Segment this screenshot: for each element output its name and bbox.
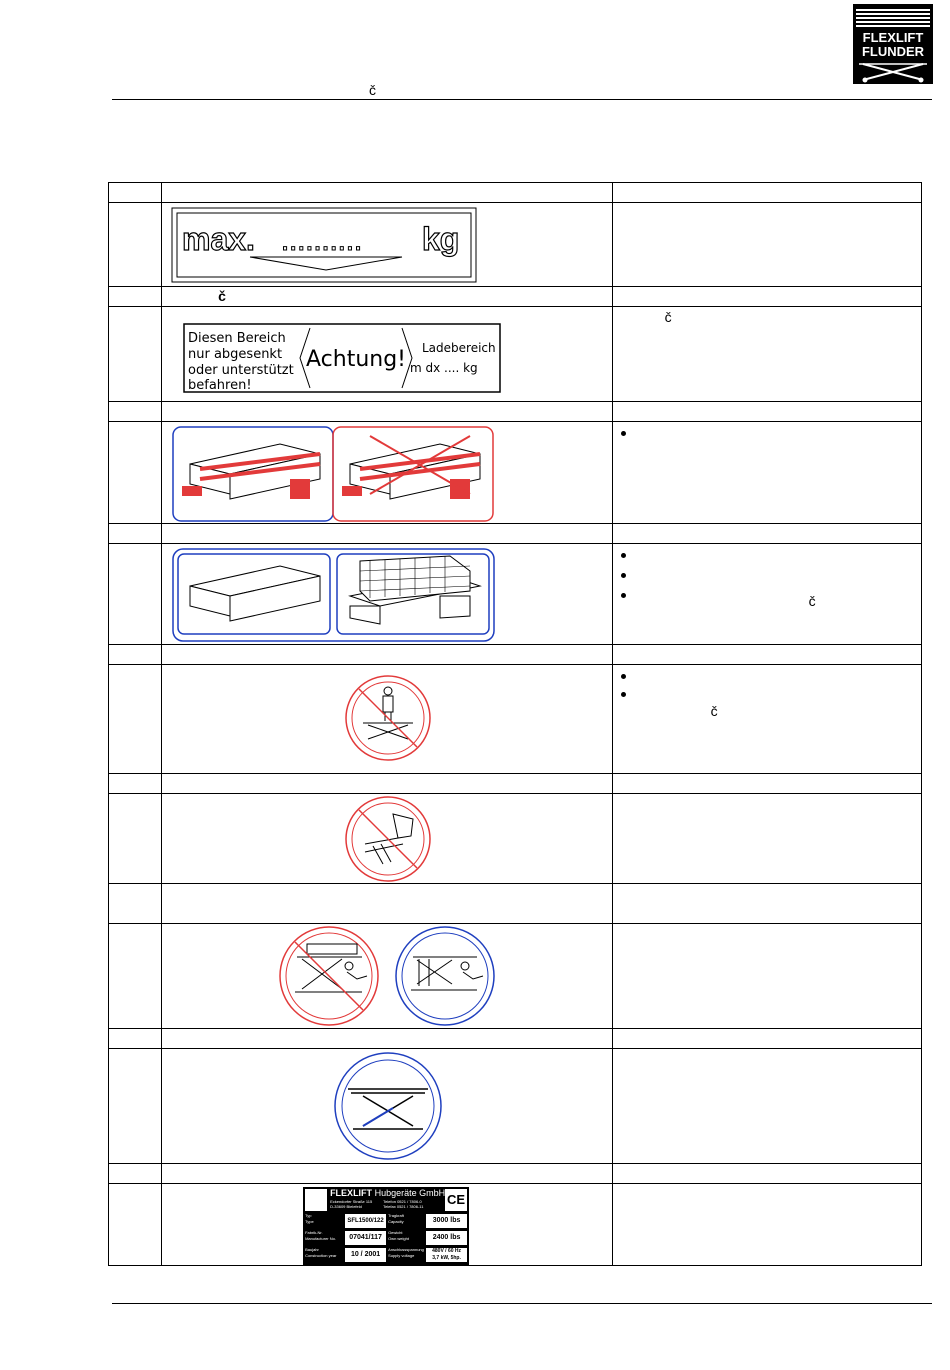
row-char: č	[808, 593, 816, 609]
bullet-icon	[621, 692, 626, 697]
lift-mandatory-pictogram	[333, 1051, 443, 1161]
header-rule	[112, 99, 932, 100]
footer-rule	[112, 1303, 932, 1304]
no-riding-prohibition-icon	[343, 673, 433, 763]
bullet-icon	[621, 431, 626, 436]
table-row	[109, 422, 922, 524]
flexlift-flunder-logo	[853, 4, 933, 84]
plate-label: Manufacturer No.	[305, 1236, 336, 1241]
achtung-r2: m dx .... kg	[410, 361, 478, 375]
table-row	[109, 544, 922, 645]
plate-label: Baujahr	[305, 1247, 319, 1252]
table-row	[109, 884, 922, 924]
logo-line2: FLUNDER	[861, 44, 925, 59]
achtung-l4: befahren!	[188, 378, 252, 393]
table-row	[109, 1049, 922, 1164]
max-label: max.	[182, 221, 255, 257]
row-char: č	[710, 703, 718, 719]
table-row	[109, 1164, 922, 1184]
table-row	[109, 203, 922, 287]
plate-value: 480V / 60 Hz	[432, 1248, 462, 1254]
logo-stripes	[856, 7, 930, 29]
plate-value: 10 / 2001	[345, 1248, 386, 1262]
header-char: č	[369, 82, 376, 98]
table-row	[109, 1184, 922, 1266]
achtung-l2: nur abgesenkt	[188, 347, 283, 362]
table-row	[109, 1029, 922, 1049]
no-reaching-prohibition-icon	[343, 794, 433, 884]
achtung-l3: oder unterstützt	[188, 363, 294, 378]
plate-label: Own weight	[388, 1236, 409, 1241]
table-row	[109, 183, 922, 203]
plate-value: 3,7 kW, 5hp.	[432, 1255, 461, 1261]
table-row	[109, 774, 922, 794]
plate-logo-icon	[305, 1189, 327, 1211]
table-row	[109, 645, 922, 665]
max-load-sign	[170, 205, 480, 285]
table-row	[109, 665, 922, 774]
plate-label: Type	[305, 1219, 314, 1224]
logo-line1: FLEXLIFT	[862, 30, 924, 45]
pallet-load-pictogram	[170, 424, 500, 522]
row-char: č	[664, 309, 672, 325]
plate-label: Construction year	[305, 1253, 337, 1258]
plate-tel1: Telefon 0521 / 7806-0	[383, 1199, 422, 1204]
kg-label: kg	[422, 221, 460, 257]
plate-label: Capacity	[388, 1219, 404, 1224]
plate-value: 2400 lbs	[426, 1231, 467, 1245]
bullet-icon	[621, 593, 626, 598]
row-char: č	[218, 288, 226, 304]
achtung-l1: Diesen Bereich	[188, 331, 286, 346]
plate-label: Fabrik-Nr.	[305, 1230, 323, 1235]
plate-label: Anschlussspannung	[388, 1247, 424, 1252]
maintenance-support-pictograms	[277, 924, 507, 1029]
plate-label: Gewicht	[388, 1230, 403, 1235]
table-row	[109, 307, 922, 402]
bullet-icon	[621, 573, 626, 578]
plate-company: Hubgeräte GmbH	[374, 1188, 446, 1198]
type-plate	[303, 1187, 469, 1265]
ce-mark: CE	[445, 1189, 467, 1211]
plate-addr1: Eckendorfer Straße 115	[330, 1199, 373, 1204]
plate-brand: FLEXLIFT	[330, 1188, 373, 1198]
pallet-support-pictogram	[170, 546, 500, 642]
plate-tel2: Telefax 0521 / 7806-11	[383, 1204, 424, 1209]
plate-addr2: D-33609 Bielefeld	[330, 1204, 362, 1209]
table-row	[109, 287, 922, 307]
table-row	[109, 924, 922, 1029]
plate-value: 3000 lbs	[426, 1214, 467, 1228]
achtung-center: Achtung!	[306, 347, 407, 372]
table-row	[109, 524, 922, 544]
max-dots: ..........	[282, 230, 364, 255]
warning-signs-table	[108, 182, 922, 1266]
plate-label: Supply voltage	[388, 1253, 415, 1258]
logo-scissor-icon	[853, 60, 933, 84]
plate-value: SFL1500/122	[345, 1214, 386, 1228]
achtung-sign	[182, 322, 502, 394]
bullet-icon	[621, 674, 626, 679]
plate-label: Tragkraft	[388, 1213, 404, 1218]
plate-label: Typ	[305, 1213, 312, 1218]
plate-value: 07041/117	[345, 1231, 386, 1245]
table-row	[109, 402, 922, 422]
achtung-r1: Ladebereich	[422, 341, 496, 355]
bullet-icon	[621, 553, 626, 558]
table-row	[109, 794, 922, 884]
